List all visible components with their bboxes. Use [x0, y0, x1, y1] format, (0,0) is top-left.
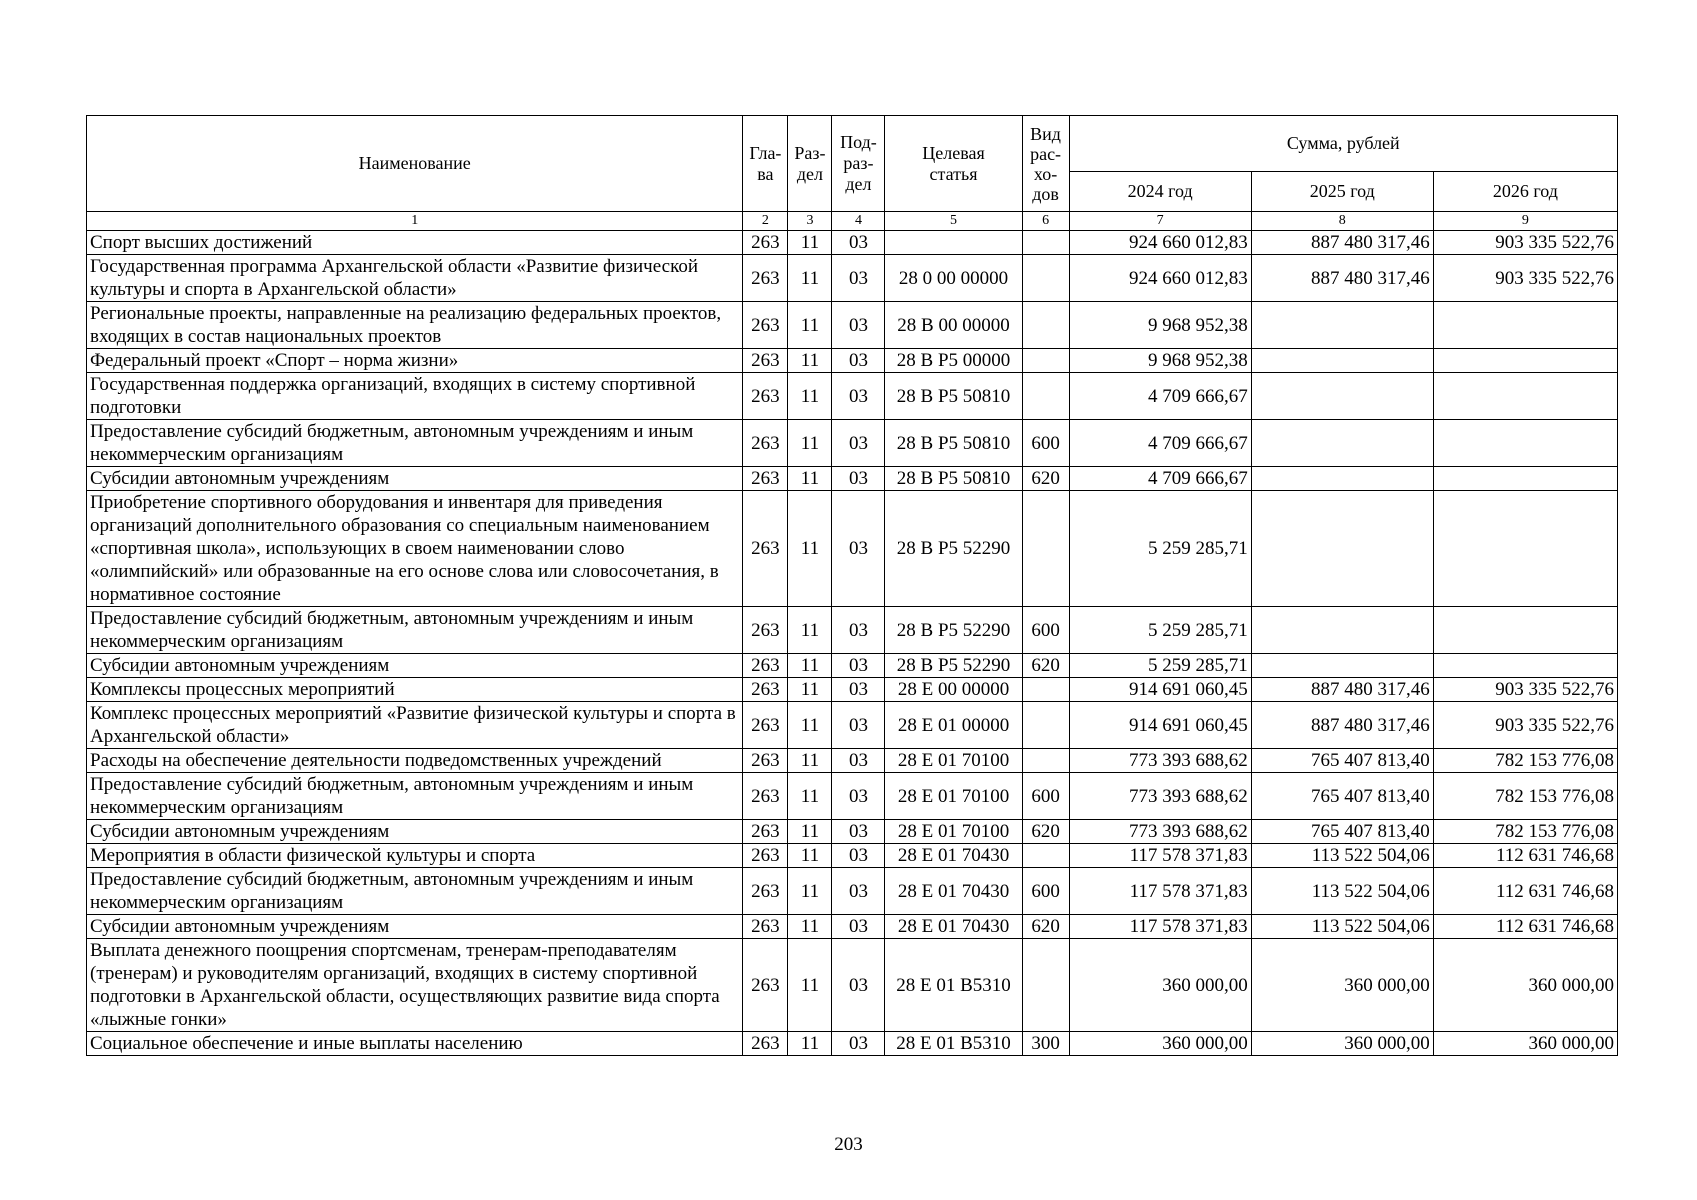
column-number: 8	[1251, 212, 1433, 231]
row-amount-2024: 773 393 688,62	[1069, 820, 1251, 844]
row-target-article: 28 0 00 00000	[885, 255, 1022, 302]
row-subsection: 03	[832, 654, 885, 678]
row-section: 11	[788, 491, 832, 607]
row-expense-type	[1022, 749, 1069, 773]
row-section: 11	[788, 1032, 832, 1056]
row-target-article: 28 В Р5 52290	[885, 654, 1022, 678]
row-amount-2024: 924 660 012,83	[1069, 231, 1251, 255]
row-subsection: 03	[832, 231, 885, 255]
table-row	[87, 702, 1618, 749]
row-name: Субсидии автономным учреждениям	[87, 915, 743, 939]
row-chapter: 263	[743, 844, 788, 868]
row-name: Социальное обеспечение и иные выплаты населению	[87, 1032, 743, 1056]
row-subsection: 03	[832, 939, 885, 1032]
row-amount-2025	[1251, 491, 1433, 607]
row-section: 11	[788, 607, 832, 654]
row-amount-2026	[1433, 349, 1617, 373]
row-amount-2025: 113 522 504,06	[1251, 868, 1433, 915]
row-expense-type	[1022, 491, 1069, 607]
row-subsection: 03	[832, 302, 885, 349]
row-section: 11	[788, 467, 832, 491]
row-amount-2026: 112 631 746,68	[1433, 844, 1617, 868]
table-row	[87, 302, 1618, 349]
row-target-article: 28 В Р5 50810	[885, 467, 1022, 491]
row-chapter: 263	[743, 255, 788, 302]
row-name: Субсидии автономным учреждениям	[87, 820, 743, 844]
row-chapter: 263	[743, 373, 788, 420]
row-amount-2025: 887 480 317,46	[1251, 255, 1433, 302]
row-expense-type: 600	[1022, 868, 1069, 915]
header-section: Раз- дел	[788, 116, 832, 212]
row-amount-2024: 117 578 371,83	[1069, 868, 1251, 915]
row-chapter: 263	[743, 607, 788, 654]
table-body	[87, 231, 1618, 1056]
row-subsection: 03	[832, 1032, 885, 1056]
row-chapter: 263	[743, 467, 788, 491]
row-subsection: 03	[832, 349, 885, 373]
table-header	[87, 116, 1618, 231]
row-name: Государственная поддержка организаций, входящих в систему спортивной подготовки	[87, 373, 743, 420]
row-amount-2024: 5 259 285,71	[1069, 607, 1251, 654]
row-amount-2025: 360 000,00	[1251, 1032, 1433, 1056]
table-row	[87, 1032, 1618, 1056]
row-chapter: 263	[743, 654, 788, 678]
row-section: 11	[788, 749, 832, 773]
header-year-2025: 2025 год	[1251, 172, 1433, 212]
row-amount-2024: 773 393 688,62	[1069, 773, 1251, 820]
row-amount-2026	[1433, 607, 1617, 654]
row-name: Приобретение спортивного оборудования и инвентаря для приведения организаций дополнительного образования со специальным наименованием «спортивная школа», использующих в своем наименовании слово «олимпийский» или образованные на его основе слова или словосочетания, в нормативное состояние	[87, 491, 743, 607]
table-row	[87, 844, 1618, 868]
column-number: 6	[1022, 212, 1069, 231]
row-amount-2025	[1251, 373, 1433, 420]
row-expense-type	[1022, 844, 1069, 868]
row-amount-2026: 903 335 522,76	[1433, 702, 1617, 749]
row-section: 11	[788, 349, 832, 373]
row-subsection: 03	[832, 915, 885, 939]
row-amount-2026	[1433, 467, 1617, 491]
row-amount-2024: 117 578 371,83	[1069, 915, 1251, 939]
row-chapter: 263	[743, 820, 788, 844]
row-amount-2024: 4 709 666,67	[1069, 373, 1251, 420]
row-amount-2024: 117 578 371,83	[1069, 844, 1251, 868]
row-expense-type: 600	[1022, 420, 1069, 467]
row-section: 11	[788, 678, 832, 702]
row-name: Предоставление субсидий бюджетным, автономным учреждениям и иным некоммерческим организациям	[87, 420, 743, 467]
row-subsection: 03	[832, 844, 885, 868]
row-expense-type: 600	[1022, 773, 1069, 820]
header-sum: Сумма, рублей	[1069, 116, 1617, 172]
row-name: Субсидии автономным учреждениям	[87, 467, 743, 491]
row-amount-2025: 887 480 317,46	[1251, 702, 1433, 749]
row-amount-2025: 765 407 813,40	[1251, 749, 1433, 773]
header-target-article: Целевая статья	[885, 116, 1022, 212]
row-expense-type: 620	[1022, 467, 1069, 491]
row-chapter: 263	[743, 231, 788, 255]
row-amount-2025: 113 522 504,06	[1251, 915, 1433, 939]
table-row	[87, 939, 1618, 1032]
table-row	[87, 607, 1618, 654]
row-name: Мероприятия в области физической культуры и спорта	[87, 844, 743, 868]
budget-table	[86, 115, 1618, 1056]
row-target-article: 28 Е 01 00000	[885, 702, 1022, 749]
row-amount-2024: 5 259 285,71	[1069, 491, 1251, 607]
row-target-article: 28 Е 01 70430	[885, 868, 1022, 915]
row-amount-2026: 782 153 776,08	[1433, 820, 1617, 844]
row-chapter: 263	[743, 420, 788, 467]
row-section: 11	[788, 915, 832, 939]
row-amount-2026: 360 000,00	[1433, 939, 1617, 1032]
row-amount-2026	[1433, 654, 1617, 678]
row-amount-2026	[1433, 491, 1617, 607]
row-amount-2024: 360 000,00	[1069, 939, 1251, 1032]
header-name: Наименование	[87, 116, 743, 212]
header-chapter: Гла- ва	[743, 116, 788, 212]
row-name: Комплексы процессных мероприятий	[87, 678, 743, 702]
row-amount-2026: 112 631 746,68	[1433, 868, 1617, 915]
row-amount-2025	[1251, 349, 1433, 373]
header-expense-type: Вид рас- хо- дов	[1022, 116, 1069, 212]
table-row	[87, 678, 1618, 702]
row-section: 11	[788, 702, 832, 749]
row-expense-type: 620	[1022, 820, 1069, 844]
row-name: Расходы на обеспечение деятельности подведомственных учреждений	[87, 749, 743, 773]
row-section: 11	[788, 255, 832, 302]
row-chapter: 263	[743, 915, 788, 939]
row-amount-2024: 9 968 952,38	[1069, 349, 1251, 373]
row-section: 11	[788, 302, 832, 349]
row-amount-2025: 113 522 504,06	[1251, 844, 1433, 868]
row-name: Региональные проекты, направленные на реализацию федеральных проектов, входящих в состав национальных проектов	[87, 302, 743, 349]
row-chapter: 263	[743, 1032, 788, 1056]
table-row	[87, 255, 1618, 302]
row-amount-2025	[1251, 302, 1433, 349]
row-subsection: 03	[832, 467, 885, 491]
row-section: 11	[788, 420, 832, 467]
header-year-2024: 2024 год	[1069, 172, 1251, 212]
row-amount-2025: 887 480 317,46	[1251, 678, 1433, 702]
row-target-article: 28 В Р5 52290	[885, 607, 1022, 654]
row-section: 11	[788, 820, 832, 844]
row-amount-2026: 903 335 522,76	[1433, 231, 1617, 255]
row-expense-type	[1022, 349, 1069, 373]
row-chapter: 263	[743, 491, 788, 607]
row-amount-2024: 4 709 666,67	[1069, 420, 1251, 467]
row-chapter: 263	[743, 302, 788, 349]
row-subsection: 03	[832, 373, 885, 420]
row-expense-type	[1022, 231, 1069, 255]
row-amount-2026: 360 000,00	[1433, 1032, 1617, 1056]
row-name: Субсидии автономным учреждениям	[87, 654, 743, 678]
row-expense-type	[1022, 302, 1069, 349]
row-name: Комплекс процессных мероприятий «Развитие физической культуры и спорта в Архангельской области»	[87, 702, 743, 749]
row-name: Предоставление субсидий бюджетным, автономным учреждениям и иным некоммерческим организациям	[87, 868, 743, 915]
column-number: 7	[1069, 212, 1251, 231]
row-chapter: 263	[743, 678, 788, 702]
row-section: 11	[788, 773, 832, 820]
table-row	[87, 749, 1618, 773]
table-row	[87, 820, 1618, 844]
row-subsection: 03	[832, 678, 885, 702]
row-amount-2026	[1433, 302, 1617, 349]
row-subsection: 03	[832, 868, 885, 915]
row-name: Предоставление субсидий бюджетным, автономным учреждениям и иным некоммерческим организациям	[87, 773, 743, 820]
row-target-article: 28 Е 01 70430	[885, 915, 1022, 939]
table-row	[87, 773, 1618, 820]
table-row	[87, 915, 1618, 939]
table-row	[87, 373, 1618, 420]
row-subsection: 03	[832, 491, 885, 607]
table-row	[87, 654, 1618, 678]
row-target-article: 28 В Р5 50810	[885, 420, 1022, 467]
row-subsection: 03	[832, 773, 885, 820]
row-subsection: 03	[832, 255, 885, 302]
row-name: Государственная программа Архангельской области «Развитие физической культуры и спорта в Архангельской области»	[87, 255, 743, 302]
header-year-2026: 2026 год	[1433, 172, 1617, 212]
row-name: Предоставление субсидий бюджетным, автономным учреждениям и иным некоммерческим организациям	[87, 607, 743, 654]
row-target-article: 28 Е 01 70100	[885, 773, 1022, 820]
row-expense-type: 300	[1022, 1032, 1069, 1056]
row-amount-2025: 887 480 317,46	[1251, 231, 1433, 255]
row-amount-2026: 782 153 776,08	[1433, 749, 1617, 773]
column-number: 4	[832, 212, 885, 231]
row-expense-type	[1022, 702, 1069, 749]
row-expense-type: 620	[1022, 654, 1069, 678]
header-subsection: Под- раз- дел	[832, 116, 885, 212]
column-number: 2	[743, 212, 788, 231]
row-section: 11	[788, 868, 832, 915]
table-row	[87, 349, 1618, 373]
row-section: 11	[788, 231, 832, 255]
row-amount-2025	[1251, 607, 1433, 654]
row-expense-type	[1022, 939, 1069, 1032]
page-number: 203	[834, 1134, 863, 1155]
row-target-article: 28 В Р5 00000	[885, 349, 1022, 373]
row-chapter: 263	[743, 773, 788, 820]
row-expense-type	[1022, 373, 1069, 420]
row-target-article: 28 Е 01 70100	[885, 749, 1022, 773]
table-row	[87, 420, 1618, 467]
row-amount-2024: 914 691 060,45	[1069, 702, 1251, 749]
row-target-article	[885, 231, 1022, 255]
row-amount-2025: 360 000,00	[1251, 939, 1433, 1032]
row-expense-type	[1022, 255, 1069, 302]
row-amount-2025	[1251, 467, 1433, 491]
row-target-article: 28 Е 00 00000	[885, 678, 1022, 702]
row-amount-2024: 914 691 060,45	[1069, 678, 1251, 702]
row-target-article: 28 В 00 00000	[885, 302, 1022, 349]
row-amount-2025: 765 407 813,40	[1251, 773, 1433, 820]
row-section: 11	[788, 844, 832, 868]
row-subsection: 03	[832, 820, 885, 844]
table-row	[87, 231, 1618, 255]
column-number: 5	[885, 212, 1022, 231]
table-row	[87, 868, 1618, 915]
row-amount-2025	[1251, 420, 1433, 467]
row-amount-2024: 360 000,00	[1069, 1032, 1251, 1056]
row-amount-2025: 765 407 813,40	[1251, 820, 1433, 844]
row-section: 11	[788, 373, 832, 420]
row-target-article: 28 В Р5 52290	[885, 491, 1022, 607]
row-chapter: 263	[743, 349, 788, 373]
column-number: 9	[1433, 212, 1617, 231]
row-amount-2024: 9 968 952,38	[1069, 302, 1251, 349]
row-name: Федеральный проект «Спорт – норма жизни»	[87, 349, 743, 373]
row-amount-2026: 112 631 746,68	[1433, 915, 1617, 939]
row-amount-2024: 5 259 285,71	[1069, 654, 1251, 678]
row-target-article: 28 Е 01 В5310	[885, 939, 1022, 1032]
row-amount-2026	[1433, 373, 1617, 420]
row-target-article: 28 Е 01 70100	[885, 820, 1022, 844]
column-number-row	[87, 212, 1618, 231]
row-expense-type	[1022, 678, 1069, 702]
row-subsection: 03	[832, 420, 885, 467]
row-subsection: 03	[832, 702, 885, 749]
row-amount-2025	[1251, 654, 1433, 678]
row-subsection: 03	[832, 749, 885, 773]
row-chapter: 263	[743, 939, 788, 1032]
row-amount-2026: 903 335 522,76	[1433, 678, 1617, 702]
column-number: 1	[87, 212, 743, 231]
row-amount-2024: 773 393 688,62	[1069, 749, 1251, 773]
row-target-article: 28 В Р5 50810	[885, 373, 1022, 420]
row-target-article: 28 Е 01 70430	[885, 844, 1022, 868]
table-row	[87, 491, 1618, 607]
row-amount-2026	[1433, 420, 1617, 467]
row-amount-2024: 4 709 666,67	[1069, 467, 1251, 491]
table-row	[87, 467, 1618, 491]
row-name: Спорт высших достижений	[87, 231, 743, 255]
row-name: Выплата денежного поощрения спортсменам, тренерам-преподавателям (тренерам) и руководителям организаций, входящих в систему спортивной подготовки в Архангельской области, осуществляющих развитие вида спорта «лыжные гонки»	[87, 939, 743, 1032]
row-section: 11	[788, 939, 832, 1032]
row-expense-type: 620	[1022, 915, 1069, 939]
row-chapter: 263	[743, 868, 788, 915]
row-amount-2026: 903 335 522,76	[1433, 255, 1617, 302]
budget-table-container	[86, 115, 1618, 1056]
row-target-article: 28 Е 01 В5310	[885, 1032, 1022, 1056]
row-chapter: 263	[743, 749, 788, 773]
row-expense-type: 600	[1022, 607, 1069, 654]
row-section: 11	[788, 654, 832, 678]
row-chapter: 263	[743, 702, 788, 749]
column-number: 3	[788, 212, 832, 231]
row-amount-2026: 782 153 776,08	[1433, 773, 1617, 820]
row-amount-2024: 924 660 012,83	[1069, 255, 1251, 302]
row-subsection: 03	[832, 607, 885, 654]
